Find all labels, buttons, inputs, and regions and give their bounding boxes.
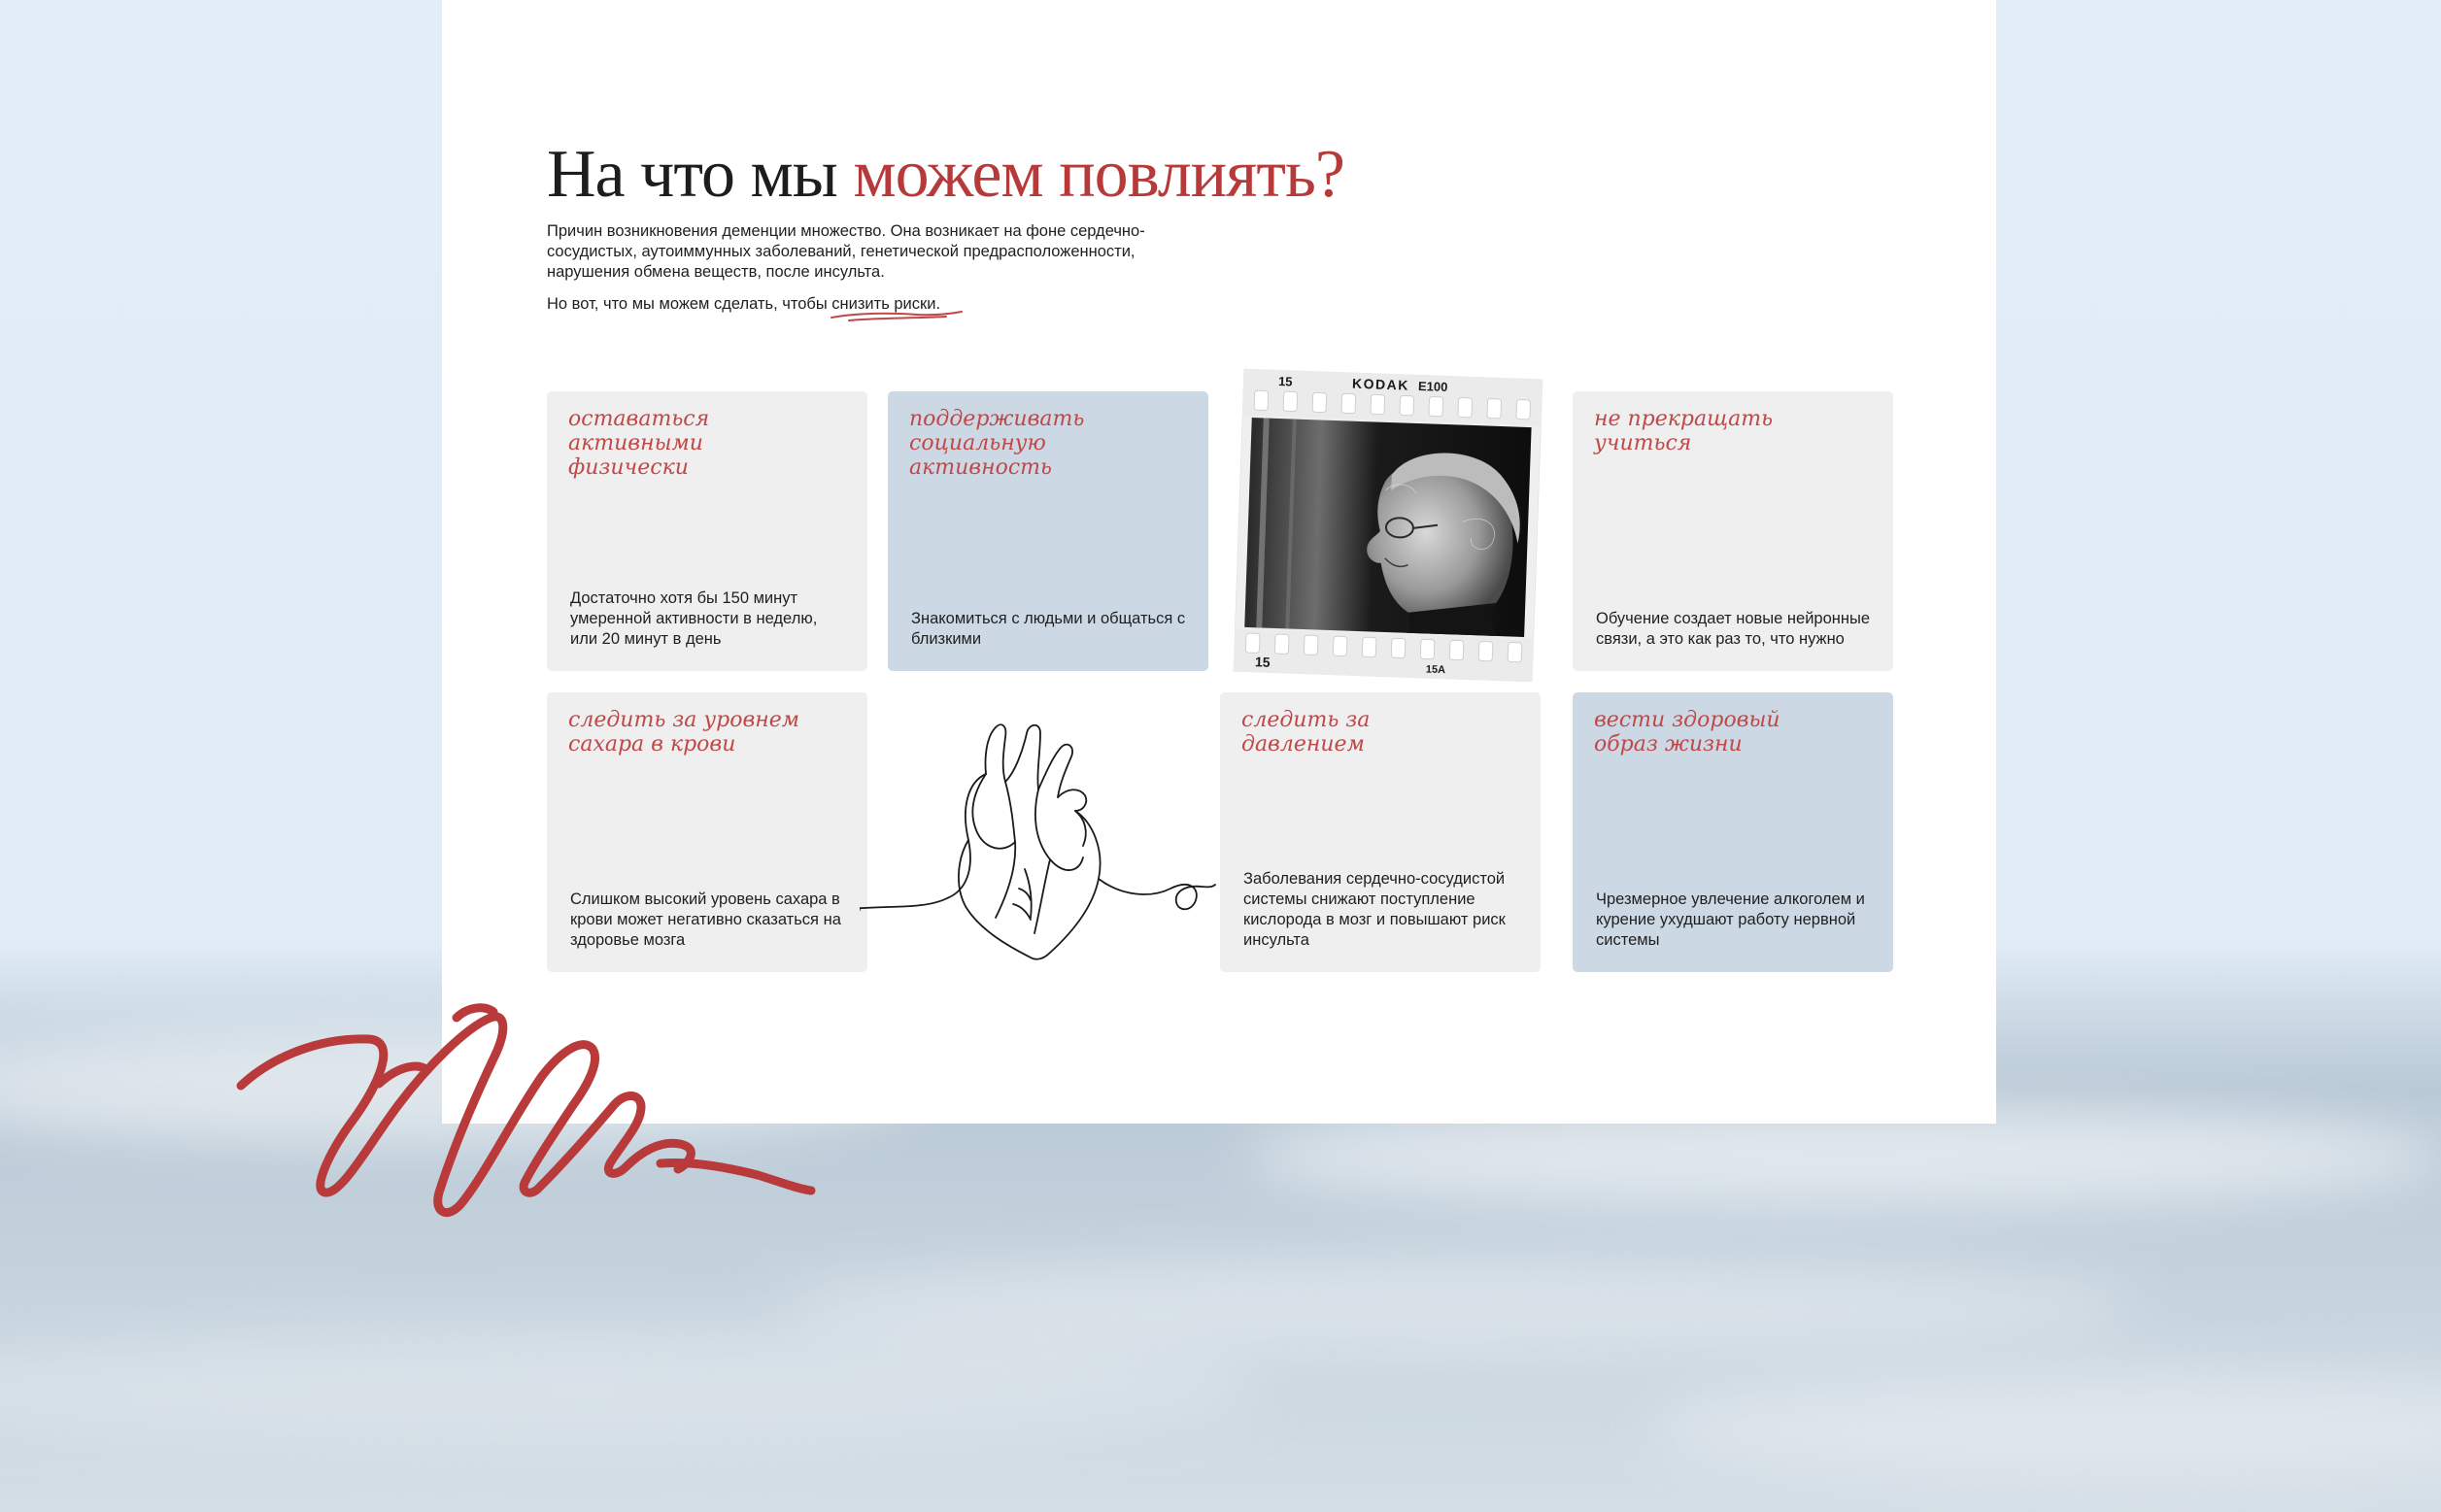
card-script-title: оставаться активными физически [568,407,710,480]
card-script-title: следить за давлением [1241,708,1371,756]
highlight-phrase [831,294,940,315]
film-photo-elderly-woman [1234,369,1543,683]
card-keep-learning [1573,391,1893,671]
card-script-title: следить за уровнем сахара в крови [568,708,800,756]
card-script-title: поддерживать социальную активность [909,407,1085,480]
signature-flourish [233,998,865,1251]
card-healthy-lifestyle [1573,692,1893,972]
card-physical-activity [547,391,867,671]
film-frame-number-top: 15 [1277,373,1293,389]
card-description: Слишком высокий уровень сахара в крови может негативно сказаться на здоровье мозга [570,890,841,949]
highlight-text: снизить риски. [831,295,941,313]
red-underline-stroke [830,309,966,322]
film-frame-number-bottom: 15 [1254,654,1271,670]
intro-paragraph: Причин возникновения деменции множество. Она возникает на фоне сердечно-сосудистых, аутоиммунных заболеваний, генетической предрасположенности, нарушения обмена веществ, после инсульта. [547,222,1145,281]
card-description: Чрезмерное увлечение алкоголем и курение ухудшают работу нервной системы [1596,890,1865,949]
card-description: Обучение создает новые нейронные связи, а это как раз то, что нужно [1596,610,1871,648]
film-brand: KODAK [1351,375,1410,393]
card-blood-pressure [1220,692,1541,972]
page-title [547,131,1344,218]
card-social-activity [888,391,1208,671]
card-description: Достаточно хотя бы 150 минут умеренной активности в неделю, или 20 минут в день [570,589,818,648]
title-part-1: На что мы [547,137,837,212]
intro-prefix: Но вот, что мы можем сделать, чтобы [547,295,832,313]
card-blood-sugar [547,692,867,972]
intro-paragraph-2 [547,294,1188,315]
title-part-2: можем повлиять? [853,137,1344,212]
card-description: Знакомиться с людьми и общаться с близкими [911,610,1186,648]
content-page [442,0,1996,1124]
film-frame-number-bottom-right: 15A [1425,663,1446,677]
card-script-title: вести здоровый образ жизни [1594,708,1780,756]
card-script-title: не прекращать учиться [1594,407,1774,455]
heart-line-drawing [860,714,1219,966]
card-description: Заболевания сердечно-сосудистой системы снижают поступление кислорода в мозг и повышают риск инсульта [1243,870,1506,949]
film-stock: E100 [1417,378,1448,395]
